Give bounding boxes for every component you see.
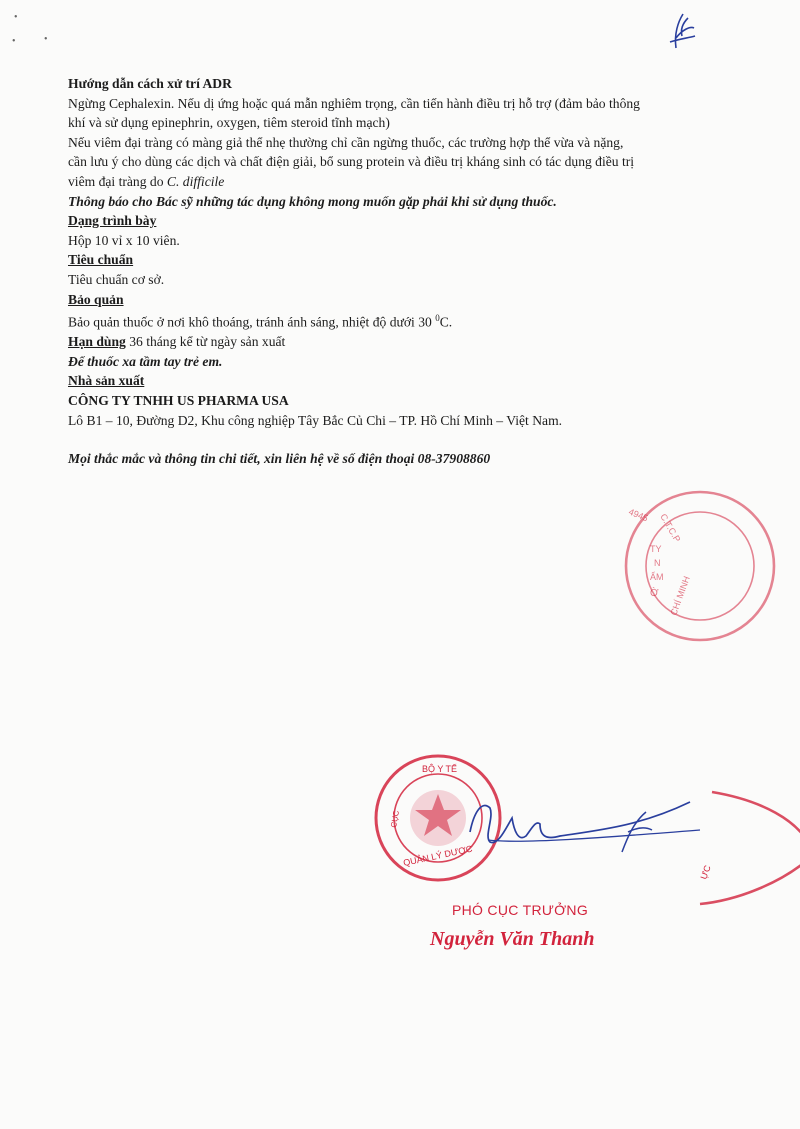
section-heading-standard: Tiêu chuẩn <box>68 252 134 268</box>
signature <box>470 802 700 852</box>
adr-line: Nếu viêm đại tràng có màng giả thể nhẹ thường chỉ cần ngừng thuốc, các trường hợp thể vừa và nặng, <box>68 134 624 150</box>
contact-line: Mọi thắc mắc và thông tin chi tiết, xin liên hệ về số điện thoại 08-37908860 <box>68 451 491 467</box>
company-stamp-suffix: C.T.C.P <box>658 512 683 544</box>
manufacturer-address: Lô B1 – 10, Đường D2, Khu công nghiệp Tây Bắc Củ Chi – TP. Hồ Chí Minh – Việt Nam. <box>68 412 563 428</box>
company-stamp-number: 4945 <box>627 506 650 524</box>
section-heading-storage: Bảo quản <box>68 291 124 307</box>
section-heading-manufacturer: Nhà sản xuất <box>68 373 145 389</box>
organism-name: C. difficile <box>166 173 225 189</box>
adr-line: khí và sử dụng epinephrin, oxygen, tiêm steroid tĩnh mạch) <box>68 115 390 131</box>
adr-line: cần lưu ý cho dùng các dịch và chất điện giải, bổ sung protein và điều trị kháng sinh có tác dụng điều trị <box>68 154 635 170</box>
signer-name: Nguyễn Văn Thanh <box>430 928 595 950</box>
company-stamp-inner: TY <box>650 544 662 554</box>
storage-text-unit: C. <box>439 314 453 330</box>
scan-speck: • <box>44 34 48 45</box>
official-seal <box>376 756 500 880</box>
adr-heading: Hướng dẫn cách xử trí ADR <box>68 76 232 91</box>
seal-bottom-text: QUẢN LÝ DƯỢC <box>402 843 474 868</box>
scan-speck: • <box>14 12 18 23</box>
section-heading-expiry: Hạn dùng <box>68 334 126 350</box>
dosage-form-text: Hộp 10 vỉ x 10 viên. <box>68 232 180 248</box>
seal-left-text: CỤC <box>389 809 401 829</box>
company-stamp-inner: N <box>654 558 661 568</box>
manufacturer-company: CÔNG TY TNHH US PHARMA USA <box>68 393 289 409</box>
standard-text: Tiêu chuẩn cơ sở. <box>68 271 165 287</box>
storage-text-main: Bảo quản thuốc ở nơi khô thoáng, tránh ánh sáng, nhiệt độ dưới 30 <box>68 314 436 330</box>
adr-notice: Thông báo cho Bác sỹ những tác dụng không mong muốn gặp phải khi sử dụng thuốc. <box>68 193 557 209</box>
expiry-text: 36 tháng kể từ ngày sản xuất <box>125 334 286 350</box>
partial-edge-stamp <box>698 792 800 904</box>
signer-title: PHÓ CỤC TRƯỞNG <box>452 902 589 918</box>
adr-line-text: viêm đại tràng do <box>68 173 167 189</box>
section-heading-dosage-form: Dạng trình bày <box>68 213 157 229</box>
company-stamp <box>626 492 774 640</box>
edge-stamp-text: ỰC <box>698 863 713 881</box>
degree-superscript: 0 <box>435 313 440 324</box>
adr-line: Ngừng Cephalexin. Nếu dị ứng hoặc quá mẫn nghiêm trọng, cần tiến hành điều trị hỗ trợ (đảm bảo thông <box>68 95 640 111</box>
company-stamp-inner: ẨM <box>650 572 664 582</box>
initials-mark <box>670 14 695 48</box>
keep-away-warning: Để thuốc xa tầm tay trẻ em. <box>68 353 223 369</box>
company-stamp-inner: Ờ <box>650 588 659 599</box>
seal-top-text: BỘ Y TẾ <box>422 764 458 774</box>
scan-speck: • <box>12 36 16 47</box>
company-stamp-city: CHÍ MINH <box>668 574 692 617</box>
